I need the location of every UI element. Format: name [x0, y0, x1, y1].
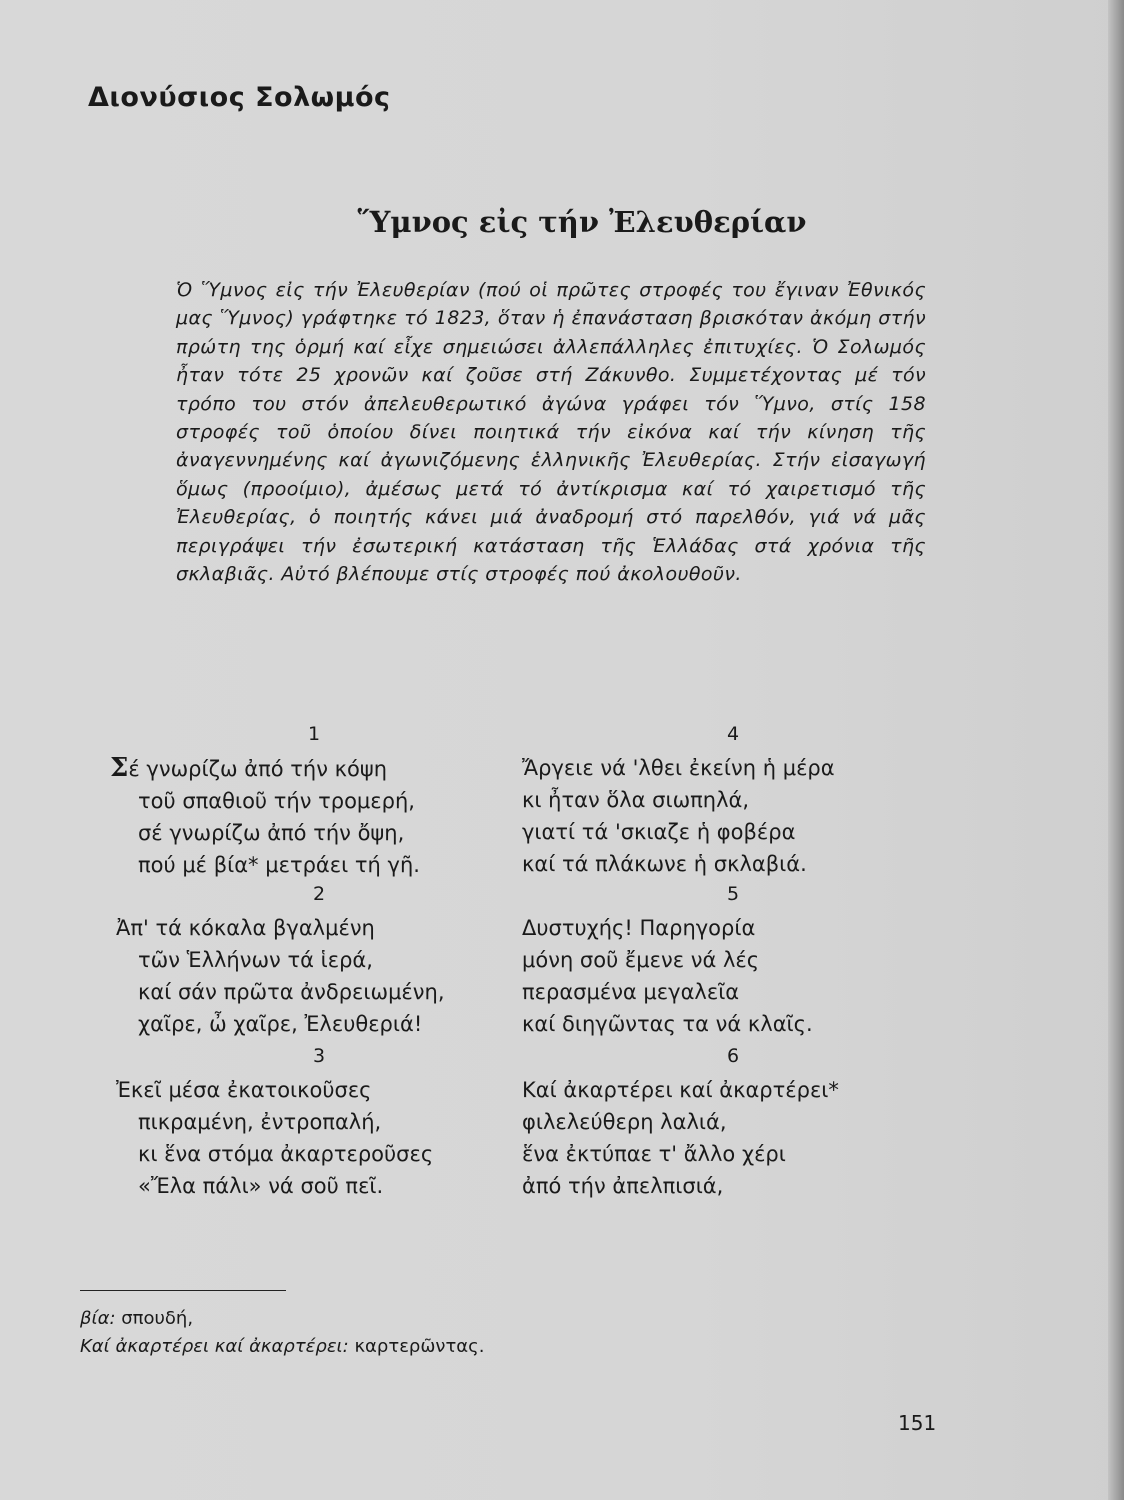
stanza-number: 6 — [727, 1045, 740, 1067]
stanza-line: κι ἦταν ὅλα σιωπηλά, — [522, 788, 750, 812]
stanza-line: κι ἕνα στόμα ἀκαρτεροῦσες — [138, 1142, 434, 1166]
stanza-number: 1 — [308, 723, 321, 745]
stanza-line: μόνη σοῦ ἔμενε νά λές — [522, 948, 760, 972]
stanza-line: τῶν Ἑλλήνων τά ἱερά, — [138, 948, 373, 972]
stanza-line: Καί ἀκαρτέρει καί ἀκαρτέρει* — [522, 1078, 839, 1102]
stanza-2 — [110, 883, 445, 1040]
stanza-line: «Ἔλα πάλι» νά σοῦ πεῖ. — [138, 1174, 384, 1198]
stanza-5 — [522, 883, 813, 1040]
stanza-line: ἀπό τήν ἀπελπισιά, — [522, 1174, 724, 1198]
footnote-divider — [80, 1290, 286, 1291]
stanza-line: Δυστυχής! Παρηγορία — [522, 916, 756, 940]
stanza-line: φιλελεύθερη λαλιά, — [522, 1110, 727, 1134]
drop-cap: Σ — [110, 753, 129, 783]
stanza-line: γιατί τά 'σκιαζε ἡ φοβέρα — [522, 820, 796, 844]
stanza-line: ἕνα ἐκτύπαε τ' ἄλλο χέρι — [522, 1142, 786, 1166]
footnote-term: Καί ἀκαρτέρει καί ἀκαρτέρει: — [80, 1336, 349, 1357]
stanza-line: καί τά πλάκωνε ἡ σκλαβιά. — [522, 852, 807, 876]
stanza-line: τοῦ σπαθιοῦ τήν τρομερή, — [138, 789, 415, 813]
footnote-item — [80, 1305, 484, 1333]
intro-paragraph: Ὁ Ὕμνος εἰς τήν Ἐλευθερίαν (πού οἱ πρῶτες στροφές του ἔγιναν Ἐθνικός μας Ὕμνος) γράφτηκε τό 1823, ὅταν ἡ ἐπανάσταση βρισκόταν ἀκόμη στήν πρώτη της ὁρμή καί εἶχε σημειώσει ἀλλεπάλληλες ἐπιτυχίες. Ὁ Σολωμός ἦταν τότε 25 χρονῶν καί ζοῦσε στή Ζάκυνθο. Συμμετέχοντας μέ τόν τρόπο του στόν ἀπελευθερωτικό ἀγώνα γράφει τόν Ὕμνο, στίς 158 στροφές τοῦ ὁποίου δίνει ποιητικά τήν εἰκόνα καί τήν κίνηση τῆς ἀναγεννημένης καί ἀγωνιζόμενης ἑλληνικῆς Ἐλευθερίας. Στήν εἰσαγωγή ὅμως (προοίμιο), ἀμέσως μετά τό ἀντίκρισμα καί τό χαιρετισμό τῆς Ἐλευθερίας, ὁ ποιητής κάνει μιά ἀναδρομή στό παρελθόν, γιά νά μᾶς περιγράψει τήν ἐσωτερική κατάσταση τῆς Ἑλλάδας στά χρόνια τῆς σκλαβιᾶς. Αὐτό βλέπουμε στίς στροφές πού ἀκολουθοῦν. — [176, 279, 926, 586]
stanza-line: περασμένα μεγαλεῖα — [522, 980, 740, 1004]
stanza-line: καί σάν πρῶτα ἀνδρειωμένη, — [138, 980, 445, 1004]
stanza-line: χαῖρε, ὦ χαῖρε, Ἐλευθεριά! — [138, 1012, 423, 1036]
stanza-line-text: έ γνωρίζω ἀπό τήν κόψη — [128, 757, 388, 781]
stanza-6 — [522, 1045, 839, 1202]
page-number: 151 — [898, 1411, 937, 1435]
footnote-definition: σπουδή, — [121, 1308, 194, 1329]
stanza-1 — [110, 723, 420, 881]
footnote-item — [80, 1333, 484, 1361]
stanza-line: Ἐκεῖ μέσα ἐκατοικοῦσες — [116, 1078, 372, 1102]
stanza-number: 5 — [727, 883, 740, 905]
poem-title: Ὕμνος εἰς τήν Ἐλευθερίαν — [357, 205, 807, 239]
stanza-3 — [110, 1045, 434, 1202]
stanza-line: πικραμένη, ἐντροπαλή, — [138, 1110, 382, 1134]
stanza-number: 4 — [727, 723, 740, 745]
stanza-line: σέ γνωρίζω ἀπό τήν ὄψη, — [138, 821, 405, 845]
stanza-line: πού μέ βία* μετράει τή γῆ. — [138, 853, 420, 877]
stanza-4 — [522, 723, 835, 880]
footnote-term: βία: — [80, 1308, 116, 1329]
footnote-definition: καρτερῶντας. — [354, 1336, 485, 1357]
stanza-number: 3 — [313, 1045, 326, 1067]
stanza-line: Ἄργειε νά 'λθει ἐκείνη ἡ μέρα — [522, 756, 835, 780]
stanza-line: Ἀπ' τά κόκαλα βγαλμένη — [116, 916, 375, 940]
footnotes — [80, 1305, 484, 1361]
author-name: Διονύσιος Σολωμός — [88, 82, 391, 113]
stanza-number: 2 — [313, 883, 326, 905]
stanza-line: καί διηγῶντας τα νά κλαῖς. — [522, 1012, 813, 1036]
stanza-line — [110, 752, 420, 785]
